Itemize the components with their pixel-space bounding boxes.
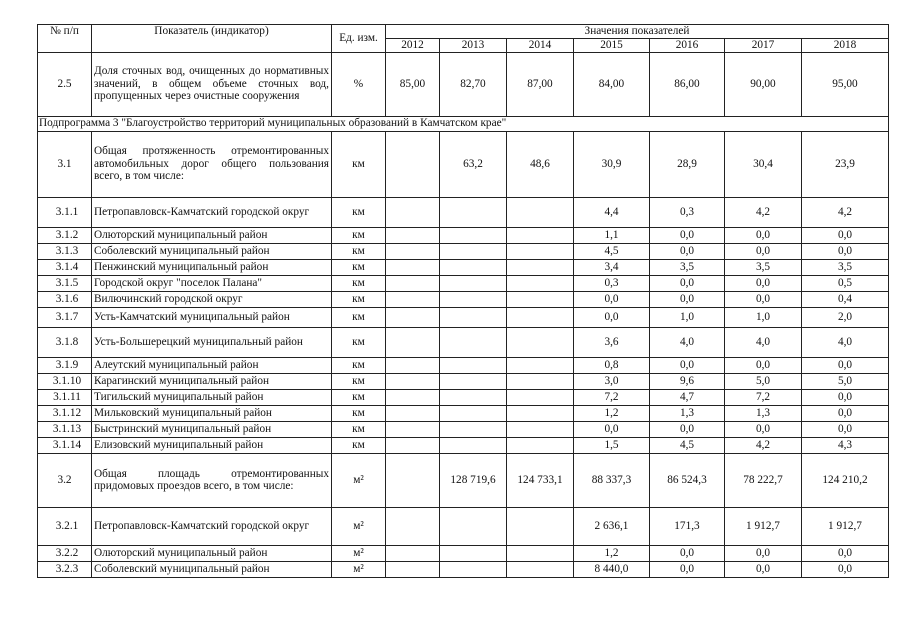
row-value: 0,4: [802, 291, 889, 307]
row-number: 3.1.4: [38, 259, 92, 275]
row-value: [440, 357, 507, 373]
row-name: Доля сточных вод, очищенных до нормативных значений, в общем объеме сточных вод, пропущенных через очистные сооружения: [92, 52, 332, 116]
row-value: 48,6: [507, 131, 574, 197]
row-unit: км: [332, 437, 386, 453]
row-value: [386, 291, 440, 307]
row-value: 0,5: [802, 275, 889, 291]
row-value: [440, 437, 507, 453]
row-name: Алеутский муниципальный район: [92, 357, 332, 373]
row-value: 23,9: [802, 131, 889, 197]
row-value: [386, 421, 440, 437]
row-value: 3,4: [574, 259, 650, 275]
row-unit: км: [332, 291, 386, 307]
row-name: Общая площадь отремонтированных придомовых проездов всего, в том числе:: [92, 453, 332, 507]
row-unit: км: [332, 389, 386, 405]
row-value: 0,0: [725, 561, 802, 577]
row-value: 128 719,6: [440, 453, 507, 507]
row-value: 124 210,2: [802, 453, 889, 507]
row-value: 0,0: [574, 291, 650, 307]
row-unit: %: [332, 52, 386, 116]
row-value: [386, 507, 440, 545]
row-value: 3,5: [725, 259, 802, 275]
row-number: 3.1.1: [38, 197, 92, 227]
row-name: Карагинский муниципальный район: [92, 373, 332, 389]
indicators-table: [37, 24, 889, 578]
row-value: 0,0: [725, 227, 802, 243]
table-row: [38, 437, 889, 453]
header-year-2014: 2014: [507, 38, 574, 52]
row-value: 84,00: [574, 52, 650, 116]
header-year-2015: 2015: [574, 38, 650, 52]
row-value: 0,0: [650, 291, 725, 307]
row-value: 28,9: [650, 131, 725, 197]
row-number: 3.1.2: [38, 227, 92, 243]
row-name: Тигильский муниципальный район: [92, 389, 332, 405]
row-value: 1 912,7: [725, 507, 802, 545]
row-name: Мильковский муниципальный район: [92, 405, 332, 421]
row-name: Общая протяженность отремонтированных автомобильных дорог общего пользования всего, в том числе:: [92, 131, 332, 197]
row-unit: км: [332, 275, 386, 291]
header-unit: Ед. изм.: [332, 25, 386, 53]
row-value: [440, 291, 507, 307]
row-value: 0,0: [802, 545, 889, 561]
row-name: Петропавловск-Камчатский городской округ: [92, 197, 332, 227]
row-value: 88 337,3: [574, 453, 650, 507]
row-value: 0,0: [802, 421, 889, 437]
row-value: [507, 507, 574, 545]
row-value: [386, 437, 440, 453]
row-value: 0,0: [725, 275, 802, 291]
row-value: [507, 545, 574, 561]
row-value: 0,0: [725, 243, 802, 259]
row-value: [507, 389, 574, 405]
row-number: 3.1.7: [38, 307, 92, 327]
table-row: [38, 131, 889, 197]
row-name: Петропавловск-Камчатский городской округ: [92, 507, 332, 545]
row-value: [386, 545, 440, 561]
row-value: 0,0: [650, 227, 725, 243]
row-value: 0,8: [574, 357, 650, 373]
row-value: [440, 327, 507, 357]
row-value: 4,5: [574, 243, 650, 259]
table-row: [38, 545, 889, 561]
subprogram-title: Подпрограмма 3 "Благоустройство территорий муниципальных образований в Камчатском крае": [38, 116, 889, 131]
row-value: [386, 259, 440, 275]
header-year-2013: 2013: [440, 38, 507, 52]
row-value: 0,0: [802, 357, 889, 373]
header-year-2017: 2017: [725, 38, 802, 52]
row-value: 2,0: [802, 307, 889, 327]
row-value: 0,0: [650, 545, 725, 561]
row-value: [440, 561, 507, 577]
row-value: [440, 545, 507, 561]
row-value: 0,3: [574, 275, 650, 291]
row-value: 5,0: [725, 373, 802, 389]
row-value: [507, 405, 574, 421]
row-value: [386, 389, 440, 405]
row-value: 1 912,7: [802, 507, 889, 545]
table-row: [38, 197, 889, 227]
row-value: 30,4: [725, 131, 802, 197]
row-value: 0,3: [650, 197, 725, 227]
row-value: 0,0: [574, 421, 650, 437]
table-row: [38, 389, 889, 405]
row-value: [386, 453, 440, 507]
row-name: Вилючинский городской округ: [92, 291, 332, 307]
row-value: 4,7: [650, 389, 725, 405]
row-value: 0,0: [650, 421, 725, 437]
row-value: 0,0: [650, 275, 725, 291]
row-number: 3.2: [38, 453, 92, 507]
row-value: 1,3: [725, 405, 802, 421]
row-value: 8 440,0: [574, 561, 650, 577]
row-value: [386, 227, 440, 243]
row-name: Городской округ "поселок Палана": [92, 275, 332, 291]
row-value: [386, 307, 440, 327]
row-value: 4,4: [574, 197, 650, 227]
row-value: [507, 275, 574, 291]
row-number: 3.1: [38, 131, 92, 197]
row-value: 4,2: [725, 197, 802, 227]
row-value: [507, 307, 574, 327]
row-value: 1,0: [650, 307, 725, 327]
row-value: [386, 131, 440, 197]
row-value: [386, 405, 440, 421]
row-value: 0,0: [802, 227, 889, 243]
row-value: [507, 437, 574, 453]
row-number: 3.1.14: [38, 437, 92, 453]
row-number: 3.1.12: [38, 405, 92, 421]
row-value: 0,0: [802, 405, 889, 421]
row-number: 3.1.8: [38, 327, 92, 357]
row-value: 124 733,1: [507, 453, 574, 507]
row-value: [507, 357, 574, 373]
table-row: [38, 275, 889, 291]
row-name: Пенжинский муниципальный район: [92, 259, 332, 275]
row-value: 78 222,7: [725, 453, 802, 507]
row-unit: км: [332, 405, 386, 421]
row-value: [440, 389, 507, 405]
row-name: Усть-Большерецкий муниципальный район: [92, 327, 332, 357]
row-value: [386, 561, 440, 577]
row-value: [386, 197, 440, 227]
row-number: 3.2.1: [38, 507, 92, 545]
row-unit: м²: [332, 545, 386, 561]
table-row: [38, 259, 889, 275]
row-name: Усть-Камчатский муниципальный район: [92, 307, 332, 327]
row-unit: км: [332, 243, 386, 259]
row-value: 4,0: [725, 327, 802, 357]
row-value: 1,5: [574, 437, 650, 453]
row-number: 3.2.2: [38, 545, 92, 561]
row-value: 4,5: [650, 437, 725, 453]
row-value: 1,1: [574, 227, 650, 243]
header-year-2016: 2016: [650, 38, 725, 52]
row-value: 4,0: [802, 327, 889, 357]
row-value: 86,00: [650, 52, 725, 116]
row-unit: км: [332, 327, 386, 357]
row-value: [440, 227, 507, 243]
row-value: 95,00: [802, 52, 889, 116]
row-value: 0,0: [725, 545, 802, 561]
row-value: 30,9: [574, 131, 650, 197]
row-number: 3.2.3: [38, 561, 92, 577]
row-unit: км: [332, 259, 386, 275]
row-value: 0,0: [574, 307, 650, 327]
row-value: 82,70: [440, 52, 507, 116]
row-value: [440, 373, 507, 389]
row-unit: км: [332, 197, 386, 227]
row-value: 1,3: [650, 405, 725, 421]
row-value: 0,0: [725, 357, 802, 373]
row-value: 0,0: [802, 389, 889, 405]
row-value: 63,2: [440, 131, 507, 197]
row-number: 3.1.11: [38, 389, 92, 405]
row-value: [440, 405, 507, 421]
row-value: 85,00: [386, 52, 440, 116]
row-value: [440, 259, 507, 275]
header-year-2012: 2012: [386, 38, 440, 52]
row-value: 0,0: [802, 561, 889, 577]
row-unit: км: [332, 227, 386, 243]
row-unit: м²: [332, 507, 386, 545]
row-value: [386, 327, 440, 357]
row-name: Елизовский муниципальный район: [92, 437, 332, 453]
table-row: [38, 373, 889, 389]
table-row: [38, 561, 889, 577]
row-value: [507, 197, 574, 227]
row-value: [386, 243, 440, 259]
row-number: 2.5: [38, 52, 92, 116]
row-name: Соболевский муниципальный район: [92, 561, 332, 577]
table-row: [38, 307, 889, 327]
row-value: [507, 373, 574, 389]
header-values: Значения показателей: [386, 25, 889, 39]
subprogram-row: [38, 116, 889, 131]
row-unit: м²: [332, 561, 386, 577]
row-value: 90,00: [725, 52, 802, 116]
table-row: [38, 327, 889, 357]
row-number: 3.1.3: [38, 243, 92, 259]
row-value: 0,0: [650, 357, 725, 373]
row-value: 0,0: [802, 243, 889, 259]
row-value: 2 636,1: [574, 507, 650, 545]
table-row: [38, 357, 889, 373]
table-row: [38, 291, 889, 307]
row-value: 1,0: [725, 307, 802, 327]
row-name: Быстринский муниципальный район: [92, 421, 332, 437]
header-year-2018: 2018: [802, 38, 889, 52]
row-unit: км: [332, 373, 386, 389]
row-value: [440, 421, 507, 437]
row-name: Олюторский муниципальный район: [92, 545, 332, 561]
row-value: 4,0: [650, 327, 725, 357]
row-value: 0,0: [725, 421, 802, 437]
row-value: 171,3: [650, 507, 725, 545]
row-value: [440, 307, 507, 327]
row-number: 3.1.5: [38, 275, 92, 291]
row-value: 5,0: [802, 373, 889, 389]
row-value: [440, 507, 507, 545]
row-value: [507, 291, 574, 307]
table-row: [38, 227, 889, 243]
row-value: 9,6: [650, 373, 725, 389]
row-number: 3.1.10: [38, 373, 92, 389]
row-value: [507, 227, 574, 243]
row-value: 3,0: [574, 373, 650, 389]
row-value: [386, 373, 440, 389]
row-value: 7,2: [574, 389, 650, 405]
row-number: 3.1.9: [38, 357, 92, 373]
row-value: 1,2: [574, 545, 650, 561]
table-row: [38, 52, 889, 116]
row-value: 4,2: [725, 437, 802, 453]
row-value: 0,0: [650, 243, 725, 259]
row-value: [440, 275, 507, 291]
row-value: 0,0: [725, 291, 802, 307]
row-value: 3,6: [574, 327, 650, 357]
row-value: 1,2: [574, 405, 650, 421]
row-value: 0,0: [650, 561, 725, 577]
row-value: 7,2: [725, 389, 802, 405]
table-row: [38, 405, 889, 421]
table-row: [38, 453, 889, 507]
row-value: [440, 197, 507, 227]
row-value: 3,5: [802, 259, 889, 275]
row-value: [386, 275, 440, 291]
row-value: [507, 259, 574, 275]
row-unit: км: [332, 307, 386, 327]
table-row: [38, 243, 889, 259]
row-unit: км: [332, 131, 386, 197]
row-number: 3.1.6: [38, 291, 92, 307]
row-value: [507, 421, 574, 437]
row-value: [507, 327, 574, 357]
row-value: 87,00: [507, 52, 574, 116]
row-unit: м²: [332, 453, 386, 507]
table-row: [38, 421, 889, 437]
row-value: 4,2: [802, 197, 889, 227]
header-indicator: Показатель (индикатор): [92, 25, 332, 53]
row-name: Соболевский муниципальный район: [92, 243, 332, 259]
row-value: 3,5: [650, 259, 725, 275]
row-number: 3.1.13: [38, 421, 92, 437]
row-value: [507, 561, 574, 577]
row-value: 4,3: [802, 437, 889, 453]
header-num: № п/п: [38, 25, 92, 53]
row-value: [386, 357, 440, 373]
row-value: [440, 243, 507, 259]
row-unit: км: [332, 357, 386, 373]
row-name: Олюторский муниципальный район: [92, 227, 332, 243]
table-row: [38, 507, 889, 545]
row-unit: км: [332, 421, 386, 437]
row-value: [507, 243, 574, 259]
row-value: 86 524,3: [650, 453, 725, 507]
